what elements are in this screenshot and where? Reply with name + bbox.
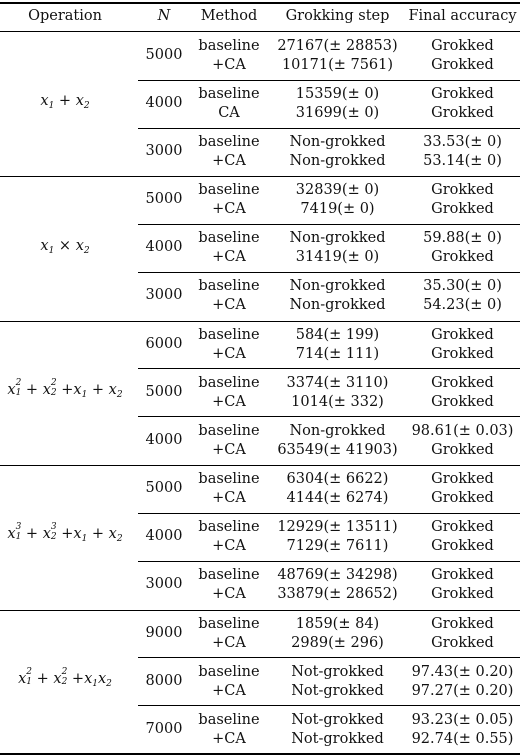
grokking-step-cell: 584(± 199) (295, 326, 380, 343)
final-accuracy-cell: Grokked (431, 249, 494, 266)
grokking-step-cell: 32839(± 0) (295, 182, 380, 199)
header-operation: Operation (28, 8, 102, 24)
final-accuracy-cell: Grokked (431, 374, 494, 391)
method-cell: baseline (198, 615, 260, 632)
final-accuracy-cell: 92.74(± 0.55) (411, 730, 514, 747)
subgroup-rule (138, 561, 520, 562)
group-rule (0, 610, 520, 611)
n-value: 8000 (145, 672, 183, 689)
method-cell: +CA (212, 538, 246, 555)
method-cell: baseline (198, 663, 260, 680)
operation-label: x 2 1 + x 2 2 +x 1 x 2 (18, 666, 112, 689)
bottom-rule (0, 753, 520, 755)
grokking-step-cell: 3374(± 3110) (286, 374, 389, 391)
method-cell: +CA (212, 345, 246, 362)
subgroup-rule (138, 705, 520, 706)
final-accuracy-cell: Grokked (431, 634, 494, 651)
n-value: 3000 (145, 143, 183, 159)
method-cell: baseline (198, 230, 260, 247)
n-value: 4000 (145, 431, 183, 448)
grokking-step-cell: 33879(± 28652) (277, 586, 398, 603)
final-accuracy-cell: Grokked (431, 105, 494, 121)
final-accuracy-cell: Grokked (431, 567, 494, 584)
final-accuracy-cell: 59.88(± 0) (423, 230, 502, 247)
final-accuracy-cell: Grokked (431, 615, 494, 632)
method-cell: baseline (198, 711, 260, 728)
subgroup-rule (138, 128, 520, 129)
n-value: 7000 (145, 720, 183, 737)
method-cell: +CA (212, 153, 246, 169)
final-accuracy-cell: Grokked (431, 326, 494, 343)
method-cell: +CA (212, 57, 246, 73)
method-cell: baseline (198, 278, 260, 295)
n-value: 6000 (145, 335, 183, 352)
grokking-step-cell: 31419(± 0) (295, 249, 380, 266)
subgroup-rule (138, 657, 520, 658)
method-cell: +CA (212, 393, 246, 410)
grokking-step-cell: 6304(± 6622) (286, 471, 389, 488)
header-n: N (157, 8, 171, 24)
method-cell: +CA (212, 634, 246, 651)
group-rule (0, 321, 520, 322)
method-cell: baseline (198, 182, 260, 199)
grokking-step-cell: 7419(± 0) (300, 201, 375, 218)
grokking-step-cell: Not-grokked (291, 711, 384, 728)
final-accuracy-cell: Grokked (431, 38, 494, 54)
final-accuracy-cell: Grokked (431, 201, 494, 218)
final-accuracy-cell: Grokked (431, 345, 494, 362)
method-cell: CA (218, 105, 240, 121)
final-accuracy-cell: 33.53(± 0) (423, 134, 502, 150)
n-value: 5000 (145, 191, 183, 208)
subgroup-rule (138, 224, 520, 225)
operation-label: x 2 1 + x 2 2 +x 1 + x 2 (7, 378, 123, 400)
final-accuracy-cell: 97.43(± 0.20) (411, 663, 514, 680)
header-rule (0, 31, 520, 32)
method-cell: baseline (198, 86, 260, 102)
grokking-step-cell: 27167(± 28853) (277, 38, 398, 54)
grokking-step-cell: Not-grokked (291, 682, 384, 699)
method-cell: +CA (212, 297, 246, 314)
n-value: 3000 (145, 576, 183, 593)
method-cell: +CA (212, 201, 246, 218)
method-cell: baseline (198, 326, 260, 343)
method-cell: baseline (198, 134, 260, 150)
grokking-step-cell: Non-grokked (289, 153, 386, 169)
final-accuracy-cell: Grokked (431, 471, 494, 488)
grokking-step-cell: 1859(± 84) (295, 615, 380, 632)
grokking-step-cell: 1014(± 332) (291, 393, 384, 410)
subgroup-rule (138, 416, 520, 417)
method-cell: baseline (198, 567, 260, 584)
method-cell: +CA (212, 490, 246, 507)
operation-label: x 3 1 + x 3 2 +x 1 + x 2 (7, 522, 123, 545)
n-value: 5000 (145, 47, 183, 63)
subgroup-rule (138, 368, 520, 369)
method-cell: +CA (212, 730, 246, 747)
header-grokking-step: Grokking step (285, 8, 390, 24)
final-accuracy-cell: Grokked (431, 57, 494, 73)
final-accuracy-cell: Grokked (431, 182, 494, 199)
top-rule (0, 2, 520, 4)
method-cell: baseline (198, 374, 260, 391)
grokking-step-cell: 10171(± 7561) (281, 57, 394, 73)
grokking-step-cell: Non-grokked (289, 278, 386, 295)
grokking-step-cell: 2989(± 296) (291, 634, 384, 651)
n-value: 4000 (145, 95, 183, 111)
n-value: 5000 (145, 383, 183, 400)
method-cell: +CA (212, 441, 246, 458)
final-accuracy-cell: 35.30(± 0) (423, 278, 502, 295)
subgroup-rule (138, 513, 520, 514)
grokking-step-cell: 7129(± 7611) (286, 538, 389, 555)
header-final-accuracy: Final accuracy (408, 8, 517, 24)
grokking-step-cell: Not-grokked (291, 730, 384, 747)
method-cell: +CA (212, 586, 246, 603)
grokking-step-cell: 12929(± 13511) (277, 519, 398, 536)
group-rule (0, 465, 520, 466)
n-value: 4000 (145, 528, 183, 545)
grokking-step-cell: 31699(± 0) (295, 105, 380, 121)
grokking-step-cell: 4144(± 6274) (286, 490, 389, 507)
grokking-step-cell: Not-grokked (291, 663, 384, 680)
final-accuracy-cell: Grokked (431, 86, 494, 102)
method-cell: baseline (198, 519, 260, 536)
method-cell: +CA (212, 682, 246, 699)
n-value: 4000 (145, 239, 183, 256)
method-cell: +CA (212, 249, 246, 266)
final-accuracy-cell: Grokked (431, 490, 494, 507)
final-accuracy-cell: Grokked (431, 538, 494, 555)
grokking-step-cell: Non-grokked (289, 230, 386, 247)
final-accuracy-cell: 54.23(± 0) (423, 297, 502, 314)
grokking-step-cell: 15359(± 0) (295, 86, 380, 102)
n-value: 5000 (145, 480, 183, 497)
operation-label: x 1 + x 2 (40, 93, 90, 112)
method-cell: baseline (198, 422, 260, 439)
n-value: 9000 (145, 624, 183, 641)
subgroup-rule (138, 80, 520, 81)
grokking-step-cell: Non-grokked (289, 297, 386, 314)
final-accuracy-cell: Grokked (431, 441, 494, 458)
grokking-step-cell: Non-grokked (289, 134, 386, 150)
grokking-step-cell: 48769(± 34298) (277, 567, 398, 584)
final-accuracy-cell: Grokked (431, 393, 494, 410)
group-rule (0, 176, 520, 177)
method-cell: baseline (198, 38, 260, 54)
grokking-step-cell: 714(± 111) (295, 345, 380, 362)
n-value: 3000 (145, 287, 183, 304)
operation-label: x 1 × x 2 (40, 237, 90, 256)
grokking-step-cell: 63549(± 41903) (277, 441, 398, 458)
final-accuracy-cell: Grokked (431, 519, 494, 536)
header-method: Method (200, 8, 258, 24)
final-accuracy-cell: 93.23(± 0.05) (411, 711, 514, 728)
final-accuracy-cell: 53.14(± 0) (423, 153, 502, 169)
final-accuracy-cell: 98.61(± 0.03) (411, 422, 514, 439)
method-cell: baseline (198, 471, 260, 488)
final-accuracy-cell: Grokked (431, 586, 494, 603)
grokking-step-cell: Non-grokked (289, 422, 386, 439)
subgroup-rule (138, 272, 520, 273)
final-accuracy-cell: 97.27(± 0.20) (411, 682, 514, 699)
